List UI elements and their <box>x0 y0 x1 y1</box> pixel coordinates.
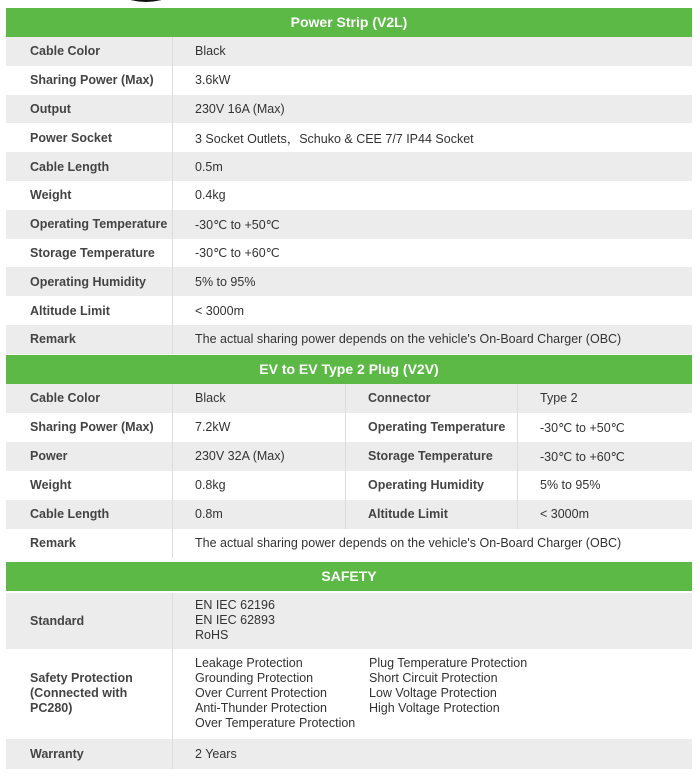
protection-item: Short Circuit Protection <box>369 671 498 686</box>
standard-item: EN IEC 62893 <box>195 613 275 628</box>
v2l-row <box>6 66 692 95</box>
v2v-label: Operating Temperature <box>345 413 517 442</box>
v2l-label: Power Socket <box>30 130 112 145</box>
v2l-label: Output <box>30 101 71 116</box>
v2l-label: Remark <box>30 332 76 347</box>
v2v-row <box>6 413 692 442</box>
v2v-label: Cable Color <box>30 391 101 406</box>
v2l-label: Altitude Limit <box>30 303 110 318</box>
v2l-value: 0.4kg <box>172 181 692 210</box>
v2l-value: -30℃ to +50℃ <box>172 210 692 239</box>
v2l-label: Sharing Power (Max) <box>30 73 154 88</box>
spec-sheet <box>6 8 692 769</box>
v2v-label: Sharing Power (Max) <box>30 420 154 435</box>
v2l-header: Power Strip (V2L) <box>6 8 692 37</box>
v2l-value: Black <box>172 37 692 66</box>
v2v-label: Connector <box>345 384 517 413</box>
protection-values <box>172 649 692 739</box>
v2v-value: -30℃ to +50℃ <box>517 413 692 442</box>
v2l-value: 3 Socket Outlets，Schuko & CEE 7/7 IP44 Socket <box>172 123 692 152</box>
v2l-label: Weight <box>30 188 72 203</box>
v2l-value: 230V 16A (Max) <box>172 95 692 124</box>
v2v-label: Power <box>30 449 68 464</box>
protection-col-2 <box>369 656 569 731</box>
v2v-value: < 3000m <box>517 500 692 529</box>
v2l-label: Storage Temperature <box>30 245 155 260</box>
v2v-value: 0.8m <box>172 500 345 529</box>
v2l-value: 0.5m <box>172 152 692 181</box>
v2l-row <box>6 37 692 66</box>
v2v-value: 5% to 95% <box>517 471 692 500</box>
standard-label: Standard <box>30 613 85 628</box>
protection-item: Plug Temperature Protection <box>369 656 528 671</box>
v2v-row <box>6 442 692 471</box>
protection-col-1 <box>195 656 369 731</box>
standard-item: EN IEC 62196 <box>195 598 275 613</box>
protection-item: Low Voltage Protection <box>369 686 497 701</box>
v2l-row <box>6 325 692 354</box>
protection-row <box>6 649 692 739</box>
v2l-row <box>6 123 692 152</box>
v2l-row <box>6 267 692 296</box>
v2v-remark-value: The actual sharing power depends on the vehicle's On-Board Charger (OBC) <box>172 529 692 558</box>
v2l-table <box>6 37 692 354</box>
v2v-label: Storage Temperature <box>345 442 517 471</box>
v2v-value: -30℃ to +60℃ <box>517 442 692 471</box>
protection-item: Over Current Protection <box>195 686 327 701</box>
protection-label-line: Safety Protection <box>30 671 133 686</box>
protection-item: Over Temperature Protection <box>195 716 356 731</box>
v2l-row <box>6 239 692 268</box>
v2v-header: EV to EV Type 2 Plug (V2V) <box>6 355 692 384</box>
v2l-row <box>6 95 692 124</box>
warranty-row <box>6 739 692 769</box>
v2l-row <box>6 152 692 181</box>
standard-item: RoHS <box>195 628 229 643</box>
v2v-row <box>6 471 692 500</box>
v2v-row <box>6 384 692 413</box>
standard-values <box>172 593 692 649</box>
v2v-label: Weight <box>30 478 72 493</box>
v2v-value: Type 2 <box>517 384 692 413</box>
v2v-value: 0.8kg <box>172 471 345 500</box>
v2l-label: Operating Temperature <box>30 217 168 232</box>
v2v-label: Altitude Limit <box>345 500 517 529</box>
v2l-value: 5% to 95% <box>172 267 692 296</box>
protection-item: Leakage Protection <box>195 656 303 671</box>
protection-label <box>6 649 172 739</box>
v2l-value: 3.6kW <box>172 66 692 95</box>
protection-item: Anti-Thunder Protection <box>195 701 328 716</box>
v2v-label: Cable Length <box>30 507 110 522</box>
v2l-row <box>6 210 692 239</box>
v2v-table <box>6 384 692 529</box>
warranty-label: Warranty <box>30 746 84 761</box>
v2l-label: Cable Color <box>30 44 101 59</box>
warranty-value: 2 Years <box>172 739 692 769</box>
v2l-value: The actual sharing power depends on the vehicle's On-Board Charger (OBC) <box>172 325 692 354</box>
protection-label-line: (Connected with PC280) <box>30 686 128 716</box>
v2v-row <box>6 500 692 529</box>
v2l-value: < 3000m <box>172 296 692 325</box>
top-logo-fragment <box>110 0 182 2</box>
protection-item: Grounding Protection <box>195 671 314 686</box>
v2v-remark-row <box>6 529 692 558</box>
v2v-remark-label: Remark <box>30 536 76 551</box>
v2l-row <box>6 296 692 325</box>
v2l-value: -30℃ to +60℃ <box>172 239 692 268</box>
v2v-label: Operating Humidity <box>345 471 517 500</box>
v2l-label: Operating Humidity <box>30 274 146 289</box>
v2l-label: Cable Length <box>30 159 110 174</box>
v2v-value: Black <box>172 384 345 413</box>
v2v-value: 7.2kW <box>172 413 345 442</box>
standard-row <box>6 593 692 649</box>
protection-item: High Voltage Protection <box>369 701 500 716</box>
v2l-row <box>6 181 692 210</box>
v2v-value: 230V 32A (Max) <box>172 442 345 471</box>
safety-header: SAFETY <box>6 562 692 591</box>
